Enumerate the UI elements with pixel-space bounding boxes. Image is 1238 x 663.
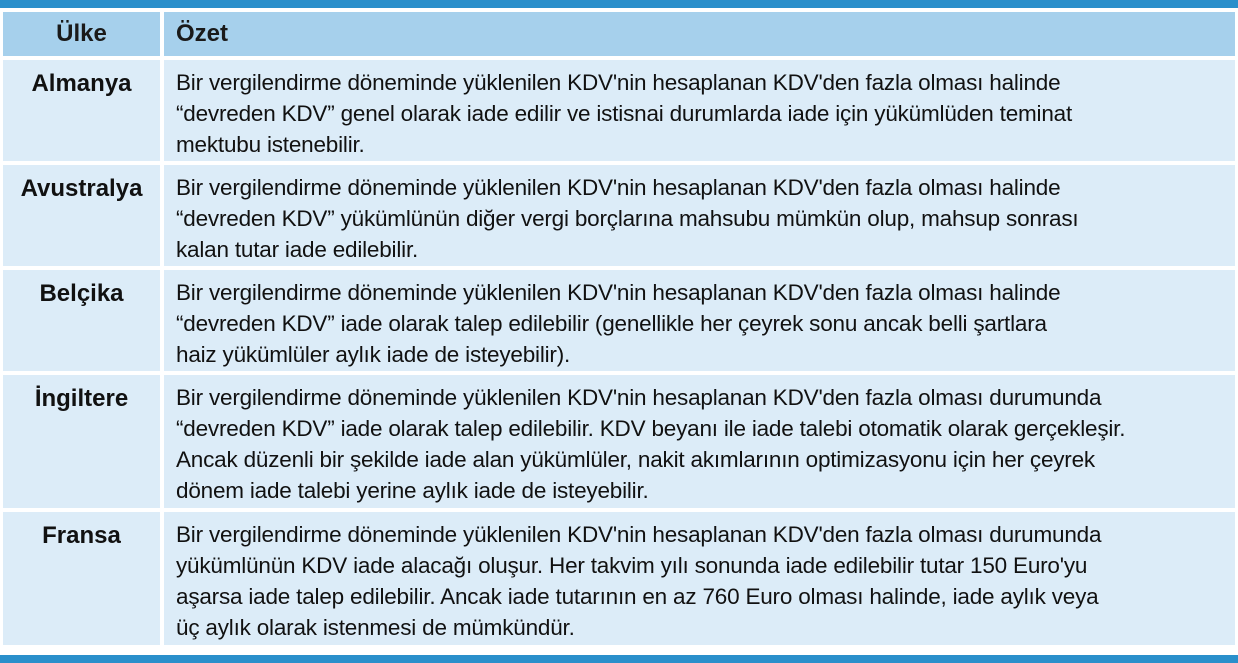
summary-line: Ancak düzenli bir şekilde iade alan yükümlüler, nakit akımlarının optimizasyonu için her çeyrek [176, 447, 1095, 472]
summary-line: dönem iade talebi yerine aylık iade de isteyebilir. [176, 478, 649, 503]
summary-cell [164, 512, 1235, 645]
summary-line: Bir vergilendirme döneminde yüklenilen KDV'nin hesaplanan KDV'den fazla olması halinde [176, 280, 1061, 305]
summary-line: haiz yükümlüler aylık iade de isteyebilir). [176, 342, 571, 367]
summary-line: Bir vergilendirme döneminde yüklenilen KDV'nin hesaplanan KDV'den fazla olması durumunda [176, 385, 1102, 410]
bottom-accent-bar [0, 655, 1238, 663]
header-country: Ülke [3, 12, 160, 56]
summary-cell [164, 165, 1235, 266]
table-row [3, 60, 1235, 161]
summary-line: üç aylık olarak istenmesi de mümkündür. [176, 615, 575, 640]
summary-line: yükümlünün KDV iade alacağı oluşur. Her takvim yılı sonunda iade edilebilir tutar 150 Euro'yu [176, 553, 1088, 578]
table-header-row [3, 12, 1235, 56]
country-cell: Belçika [3, 270, 160, 371]
top-accent-bar [0, 0, 1238, 8]
summary-line: Bir vergilendirme döneminde yüklenilen KDV'nin hesaplanan KDV'den fazla olması halinde [176, 175, 1061, 200]
summary-cell [164, 375, 1235, 508]
summary-line: “devreden KDV” iade olarak talep edilebilir. KDV beyanı ile iade talebi otomatik olarak gerçekleşir. [176, 416, 1126, 441]
header-summary: Özet [164, 12, 1235, 56]
summary-line: Bir vergilendirme döneminde yüklenilen KDV'nin hesaplanan KDV'den fazla olması halinde [176, 70, 1061, 95]
summary-line: mektubu istenebilir. [176, 132, 365, 157]
summary-line: aşarsa iade talep edilebilir. Ancak iade tutarının en az 760 Euro olması halinde, iade aylık veya [176, 584, 1099, 609]
summary-line: “devreden KDV” iade olarak talep edilebilir (genellikle her çeyrek sonu ancak belli şartlara [176, 311, 1047, 336]
vat-refund-table [3, 12, 1235, 649]
table-row [3, 512, 1235, 645]
table-row [3, 165, 1235, 266]
country-cell: Fransa [3, 512, 160, 645]
summary-line: kalan tutar iade edilebilir. [176, 237, 419, 262]
summary-cell [164, 270, 1235, 371]
summary-line: “devreden KDV” yükümlünün diğer vergi borçlarına mahsubu mümkün olup, mahsup sonrası [176, 206, 1079, 231]
country-cell: İngiltere [3, 375, 160, 508]
table-row [3, 270, 1235, 371]
table-row [3, 375, 1235, 508]
country-cell: Almanya [3, 60, 160, 161]
summary-line: Bir vergilendirme döneminde yüklenilen KDV'nin hesaplanan KDV'den fazla olması durumunda [176, 522, 1102, 547]
country-cell: Avustralya [3, 165, 160, 266]
summary-cell [164, 60, 1235, 161]
summary-line: “devreden KDV” genel olarak iade edilir ve istisnai durumlarda iade için yükümlüden teminat [176, 101, 1073, 126]
